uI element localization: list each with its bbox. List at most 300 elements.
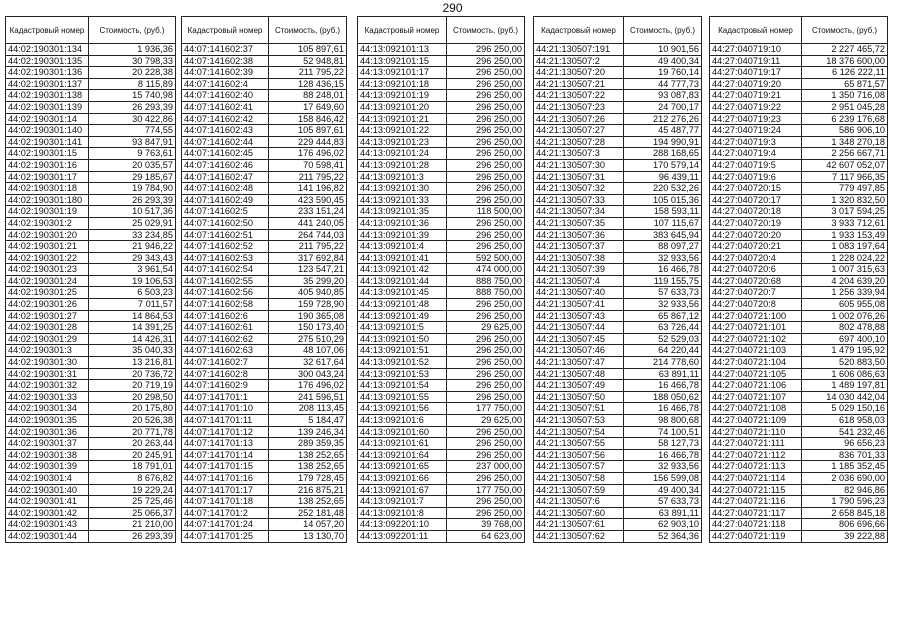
cadastral-number-cell: 44:07:141701:10 xyxy=(182,403,269,415)
table-row xyxy=(710,403,888,415)
cost-cell: 63 891,11 xyxy=(624,368,702,380)
cost-cell: 264 744,03 xyxy=(269,229,347,241)
cadastral-number-cell: 44:21:130507:4 xyxy=(534,275,624,287)
table-row xyxy=(534,148,702,160)
cadastral-number-cell: 44:21:130507:20 xyxy=(534,67,624,79)
cadastral-number-cell: 44:07:141701:15 xyxy=(182,461,269,473)
cadastral-number-cell: 44:13:092101:49 xyxy=(358,310,447,322)
table-row xyxy=(182,519,347,531)
cadastral-number-cell: 44:07:141602:43 xyxy=(182,125,269,137)
table-row xyxy=(182,345,347,357)
cost-cell: 211 795,22 xyxy=(269,171,347,183)
table-row xyxy=(6,217,176,229)
cost-cell: 7 117 966,35 xyxy=(802,171,888,183)
table-row xyxy=(534,403,702,415)
table-row xyxy=(710,519,888,531)
cost-cell: 541 232,46 xyxy=(802,426,888,438)
table-row xyxy=(358,496,525,508)
cost-table-5 xyxy=(709,16,888,543)
cost-cell: 158 846,42 xyxy=(269,113,347,125)
table-row xyxy=(182,252,347,264)
table-row xyxy=(182,380,347,392)
cadastral-number-cell: 44:13:092101:39 xyxy=(358,229,447,241)
cadastral-number-cell: 44:21:130507:28 xyxy=(534,136,624,148)
cost-cell: 26 293,39 xyxy=(89,530,176,542)
table-row xyxy=(710,113,888,125)
cost-cell: 229 444,83 xyxy=(269,136,347,148)
cost-cell: 296 250,00 xyxy=(447,496,525,508)
cadastral-number-cell: 44:21:130507:41 xyxy=(534,299,624,311)
table-row xyxy=(358,159,525,171)
cost-cell: 296 250,00 xyxy=(447,217,525,229)
cadastral-number-cell: 44:02:190301:140 xyxy=(6,125,89,137)
cost-cell: 194 990,91 xyxy=(624,136,702,148)
cost-cell: 296 250,00 xyxy=(447,55,525,67)
cost-cell: 296 250,00 xyxy=(447,183,525,195)
table-row xyxy=(710,287,888,299)
cadastral-number-cell: 44:21:130507:40 xyxy=(534,287,624,299)
table-row xyxy=(358,148,525,160)
cost-cell: 296 250,00 xyxy=(447,101,525,113)
cost-cell: 2 658 845,18 xyxy=(802,507,888,519)
cost-cell: 296 250,00 xyxy=(447,368,525,380)
cost-cell: 836 701,33 xyxy=(802,449,888,461)
cadastral-number-cell: 44:21:130507:58 xyxy=(534,472,624,484)
table-row xyxy=(710,148,888,160)
cadastral-number-cell: 44:27:040719:11 xyxy=(710,55,802,67)
cadastral-number-cell: 44:07:141602:49 xyxy=(182,194,269,206)
cost-cell: 296 250,00 xyxy=(447,148,525,160)
cadastral-number-cell: 44:13:092101:6 xyxy=(358,415,447,427)
cost-cell: 296 250,00 xyxy=(447,380,525,392)
cost-cell: 20 228,38 xyxy=(89,67,176,79)
cadastral-number-cell: 44:07:141602:62 xyxy=(182,333,269,345)
table-row xyxy=(6,287,176,299)
cadastral-number-cell: 44:07:141602:37 xyxy=(182,44,269,56)
table-row xyxy=(358,345,525,357)
table-row xyxy=(358,44,525,56)
cost-cell: 29 185,67 xyxy=(89,171,176,183)
table-row xyxy=(710,507,888,519)
cadastral-number-cell: 44:07:141701:2 xyxy=(182,507,269,519)
cost-cell: 7 011,57 xyxy=(89,299,176,311)
cadastral-number-cell: 44:27:040719:22 xyxy=(710,101,802,113)
table-row xyxy=(534,90,702,102)
cadastral-number-cell: 44:02:190301:14 xyxy=(6,113,89,125)
cadastral-number-cell: 44:27:040721:114 xyxy=(710,472,802,484)
cadastral-number-cell: 44:21:130507:3 xyxy=(534,148,624,160)
cadastral-number-cell: 44:13:092101:54 xyxy=(358,380,447,392)
cost-cell: 188 050,62 xyxy=(624,391,702,403)
cadastral-number-cell: 44:21:130507:38 xyxy=(534,252,624,264)
cost-cell: 25 029,91 xyxy=(89,217,176,229)
cost-cell: 697 400,10 xyxy=(802,333,888,345)
table-row xyxy=(6,183,176,195)
cost-table-4 xyxy=(533,16,702,543)
cost-cell: 5 184,47 xyxy=(269,415,347,427)
table-row xyxy=(534,159,702,171)
cost-cell: 806 696,66 xyxy=(802,519,888,531)
cost-cell: 1 002 076,26 xyxy=(802,310,888,322)
table-row xyxy=(6,101,176,113)
cost-cell: 14 426,31 xyxy=(89,333,176,345)
table-row xyxy=(358,194,525,206)
cost-cell: 296 250,00 xyxy=(447,310,525,322)
header-cadastral-number: Кадастровый номер xyxy=(182,17,269,44)
cost-cell: 26 293,39 xyxy=(89,101,176,113)
table-row xyxy=(710,496,888,508)
table-header-row xyxy=(534,17,702,44)
table-row xyxy=(6,78,176,90)
table-row xyxy=(710,183,888,195)
cost-cell: 20 298,50 xyxy=(89,391,176,403)
cadastral-number-cell: 44:07:141701:17 xyxy=(182,484,269,496)
cadastral-number-cell: 44:13:092101:41 xyxy=(358,252,447,264)
cadastral-number-cell: 44:13:092101:5 xyxy=(358,322,447,334)
cadastral-number-cell: 44:02:190301:36 xyxy=(6,426,89,438)
table-row xyxy=(182,333,347,345)
table-row xyxy=(710,206,888,218)
cost-cell: 32 617,64 xyxy=(269,357,347,369)
table-row xyxy=(710,78,888,90)
table-row xyxy=(182,496,347,508)
table-row xyxy=(534,241,702,253)
cost-cell: 107 115,67 xyxy=(624,217,702,229)
table-row xyxy=(6,380,176,392)
table-row xyxy=(6,426,176,438)
table-row xyxy=(358,67,525,79)
table-row xyxy=(182,507,347,519)
table-row xyxy=(358,507,525,519)
header-cadastral-number: Кадастровый номер xyxy=(358,17,447,44)
table-row xyxy=(182,403,347,415)
table-row xyxy=(358,125,525,137)
cost-cell: 1 936,36 xyxy=(89,44,176,56)
cadastral-number-cell: 44:21:130507:47 xyxy=(534,357,624,369)
table-row xyxy=(710,357,888,369)
table-row xyxy=(710,136,888,148)
cadastral-number-cell: 44:02:190301:39 xyxy=(6,461,89,473)
cost-cell: 39 768,00 xyxy=(447,519,525,531)
header-cadastral-number: Кадастровый номер xyxy=(710,17,802,44)
cost-cell: 296 250,00 xyxy=(447,67,525,79)
cost-cell: 296 250,00 xyxy=(447,90,525,102)
cost-cell: 179 728,45 xyxy=(269,472,347,484)
table-row xyxy=(6,206,176,218)
cost-cell: 296 250,00 xyxy=(447,357,525,369)
cost-cell: 57 633,73 xyxy=(624,496,702,508)
cadastral-number-cell: 44:21:130507:39 xyxy=(534,264,624,276)
cadastral-number-cell: 44:21:130507:48 xyxy=(534,368,624,380)
table-row xyxy=(534,183,702,195)
cost-cell: 5 029 150,16 xyxy=(802,403,888,415)
cost-cell: 288 168,65 xyxy=(624,148,702,160)
table-row xyxy=(710,125,888,137)
cost-cell: 520 883,50 xyxy=(802,357,888,369)
cost-cell: 159 728,90 xyxy=(269,299,347,311)
cost-cell: 20 245,91 xyxy=(89,449,176,461)
cost-cell: 618 958,03 xyxy=(802,415,888,427)
cost-cell: 423 590,45 xyxy=(269,194,347,206)
cost-cell: 4 204 639,20 xyxy=(802,275,888,287)
cadastral-number-cell: 44:21:130507:35 xyxy=(534,217,624,229)
table-row xyxy=(358,438,525,450)
cost-cell: 383 645,94 xyxy=(624,229,702,241)
cost-cell: 74 100,51 xyxy=(624,426,702,438)
cost-cell: 6 239 176,68 xyxy=(802,113,888,125)
table-row xyxy=(710,472,888,484)
cadastral-number-cell: 44:02:190301:137 xyxy=(6,78,89,90)
cadastral-number-cell: 44:21:130507:2 xyxy=(534,55,624,67)
cadastral-number-cell: 44:07:141602:56 xyxy=(182,287,269,299)
cadastral-number-cell: 44:13:092101:7 xyxy=(358,496,447,508)
cadastral-number-cell: 44:13:092101:13 xyxy=(358,44,447,56)
cost-cell: 64 623,00 xyxy=(447,530,525,542)
cost-cell: 20 736,72 xyxy=(89,368,176,380)
cadastral-number-cell: 44:02:190301:40 xyxy=(6,484,89,496)
cadastral-number-cell: 44:21:130507:53 xyxy=(534,415,624,427)
cadastral-number-cell: 44:02:190301:26 xyxy=(6,299,89,311)
table-row xyxy=(6,55,176,67)
cost-cell: 25 725,46 xyxy=(89,496,176,508)
cost-cell: 119 155,75 xyxy=(624,275,702,287)
cadastral-number-cell: 44:21:130507:37 xyxy=(534,241,624,253)
cost-cell: 888 750,00 xyxy=(447,275,525,287)
cadastral-number-cell: 44:27:040721:101 xyxy=(710,322,802,334)
cadastral-number-cell: 44:27:040721:112 xyxy=(710,449,802,461)
cost-cell: 774,55 xyxy=(89,125,176,137)
cost-cell: 296 250,00 xyxy=(447,449,525,461)
cost-cell: 96 656,23 xyxy=(802,438,888,450)
cost-cell: 88 097,27 xyxy=(624,241,702,253)
cadastral-number-cell: 44:13:092101:4 xyxy=(358,241,447,253)
cadastral-number-cell: 44:02:190301:135 xyxy=(6,55,89,67)
cost-cell: 30 798,33 xyxy=(89,55,176,67)
table-row xyxy=(6,484,176,496)
cadastral-number-cell: 44:02:190301:24 xyxy=(6,275,89,287)
table-row xyxy=(710,461,888,473)
table-row xyxy=(534,194,702,206)
cost-cell: 2 951 045,28 xyxy=(802,101,888,113)
cadastral-number-cell: 44:02:190301:27 xyxy=(6,310,89,322)
cadastral-number-cell: 44:07:141602:6 xyxy=(182,310,269,322)
table-row xyxy=(710,217,888,229)
table-row xyxy=(6,415,176,427)
table-row xyxy=(358,241,525,253)
cost-cell: 296 250,00 xyxy=(447,345,525,357)
table-row xyxy=(534,217,702,229)
cost-cell: 1 348 270,18 xyxy=(802,136,888,148)
cost-cell: 20 719,19 xyxy=(89,380,176,392)
table-row xyxy=(358,368,525,380)
cadastral-number-cell: 44:07:141602:50 xyxy=(182,217,269,229)
table-row xyxy=(534,101,702,113)
cadastral-number-cell: 44:07:141602:54 xyxy=(182,264,269,276)
table-row xyxy=(6,125,176,137)
table-row xyxy=(182,426,347,438)
table-row xyxy=(6,171,176,183)
table-row xyxy=(710,484,888,496)
cadastral-number-cell: 44:13:092101:61 xyxy=(358,438,447,450)
cadastral-number-cell: 44:21:130507:56 xyxy=(534,449,624,461)
table-row xyxy=(710,345,888,357)
cost-cell: 1 256 339,94 xyxy=(802,287,888,299)
table-row xyxy=(6,252,176,264)
cadastral-number-cell: 44:13:092101:18 xyxy=(358,78,447,90)
cadastral-number-cell: 44:21:130507:30 xyxy=(534,159,624,171)
cost-cell: 62 903,10 xyxy=(624,519,702,531)
cadastral-number-cell: 44:27:040720:8 xyxy=(710,299,802,311)
cadastral-number-cell: 44:27:040721:119 xyxy=(710,530,802,542)
cost-cell: 20 175,80 xyxy=(89,403,176,415)
table-row xyxy=(6,496,176,508)
cost-cell: 211 795,22 xyxy=(269,241,347,253)
table-row xyxy=(6,148,176,160)
cost-cell: 39 222,88 xyxy=(802,530,888,542)
cost-cell: 190 365,08 xyxy=(269,310,347,322)
cadastral-number-cell: 44:21:130507:59 xyxy=(534,484,624,496)
cadastral-number-cell: 44:21:130507:50 xyxy=(534,391,624,403)
table-row xyxy=(182,67,347,79)
cost-cell: 141 196,82 xyxy=(269,183,347,195)
table-row xyxy=(710,171,888,183)
cost-cell: 18 376 600,00 xyxy=(802,55,888,67)
cost-cell: 296 250,00 xyxy=(447,113,525,125)
cadastral-number-cell: 44:13:092101:24 xyxy=(358,148,447,160)
cost-cell: 138 252,65 xyxy=(269,449,347,461)
table-row xyxy=(6,299,176,311)
cadastral-number-cell: 44:07:141602:7 xyxy=(182,357,269,369)
cadastral-number-cell: 44:07:141602:48 xyxy=(182,183,269,195)
cadastral-number-cell: 44:13:092201:11 xyxy=(358,530,447,542)
table-row xyxy=(6,519,176,531)
cost-cell: 65 871,57 xyxy=(802,78,888,90)
table-row xyxy=(534,310,702,322)
cost-cell: 16 466,78 xyxy=(624,449,702,461)
table-row xyxy=(358,357,525,369)
table-row xyxy=(182,113,347,125)
cadastral-number-cell: 44:13:092101:35 xyxy=(358,206,447,218)
table-row xyxy=(182,368,347,380)
cadastral-number-cell: 44:21:130507:26 xyxy=(534,113,624,125)
table-row xyxy=(358,333,525,345)
header-cost: Стоимость, (руб.) xyxy=(802,17,888,44)
cadastral-number-cell: 44:07:141602:55 xyxy=(182,275,269,287)
table-row xyxy=(534,357,702,369)
cost-cell: 21 946,22 xyxy=(89,241,176,253)
table-row xyxy=(534,55,702,67)
cost-cell: 233 151,24 xyxy=(269,206,347,218)
cadastral-number-cell: 44:02:190301:37 xyxy=(6,438,89,450)
cadastral-number-cell: 44:02:190301:23 xyxy=(6,264,89,276)
table-row xyxy=(710,67,888,79)
cost-cell: 88 248,01 xyxy=(269,90,347,102)
cost-cell: 105 015,36 xyxy=(624,194,702,206)
cost-cell: 289 359,35 xyxy=(269,438,347,450)
cadastral-number-cell: 44:27:040719:4 xyxy=(710,148,802,160)
cost-cell: 176 496,02 xyxy=(269,148,347,160)
cadastral-number-cell: 44:13:092101:30 xyxy=(358,183,447,195)
table-row xyxy=(6,507,176,519)
table-row xyxy=(182,78,347,90)
cost-cell: 118 500,00 xyxy=(447,206,525,218)
cost-cell: 296 250,00 xyxy=(447,299,525,311)
table-row xyxy=(358,299,525,311)
cadastral-number-cell: 44:21:130507:6 xyxy=(534,496,624,508)
table-row xyxy=(534,496,702,508)
cadastral-number-cell: 44:02:190301:17 xyxy=(6,171,89,183)
cadastral-number-cell: 44:27:040721:116 xyxy=(710,496,802,508)
cadastral-number-cell: 44:27:040721:102 xyxy=(710,333,802,345)
table-row xyxy=(6,264,176,276)
cadastral-number-cell: 44:02:190301:42 xyxy=(6,507,89,519)
cadastral-number-cell: 44:07:141602:45 xyxy=(182,148,269,160)
table-row xyxy=(182,90,347,102)
cost-cell: 105 897,61 xyxy=(269,125,347,137)
cadastral-number-cell: 44:13:092101:50 xyxy=(358,333,447,345)
cost-cell: 252 181,48 xyxy=(269,507,347,519)
cadastral-number-cell: 44:02:190301:31 xyxy=(6,368,89,380)
cost-cell: 6 126 222,11 xyxy=(802,67,888,79)
cost-cell: 1 606 086,63 xyxy=(802,368,888,380)
table-row xyxy=(6,438,176,450)
table-row xyxy=(710,380,888,392)
cost-cell: 32 933,56 xyxy=(624,299,702,311)
table-row xyxy=(358,217,525,229)
table-row xyxy=(358,449,525,461)
table-row xyxy=(6,472,176,484)
cadastral-number-cell: 44:07:141701:12 xyxy=(182,426,269,438)
cost-cell: 29 343,43 xyxy=(89,252,176,264)
cost-cell: 35 299,20 xyxy=(269,275,347,287)
table-row xyxy=(710,264,888,276)
cost-cell: 52 529,03 xyxy=(624,333,702,345)
cadastral-number-cell: 44:21:130507:33 xyxy=(534,194,624,206)
table-row xyxy=(6,449,176,461)
cost-cell: 24 700,17 xyxy=(624,101,702,113)
cost-cell: 176 496,02 xyxy=(269,380,347,392)
cost-cell: 1 320 832,50 xyxy=(802,194,888,206)
cost-cell: 52 364,36 xyxy=(624,530,702,542)
table-row xyxy=(182,264,347,276)
table-row xyxy=(358,484,525,496)
table-row xyxy=(358,252,525,264)
cadastral-number-cell: 44:21:130507:34 xyxy=(534,206,624,218)
cadastral-number-cell: 44:21:130507:23 xyxy=(534,101,624,113)
table-row xyxy=(534,67,702,79)
cost-cell: 296 250,00 xyxy=(447,44,525,56)
cadastral-number-cell: 44:07:141602:61 xyxy=(182,322,269,334)
cost-cell: 3 933 712,61 xyxy=(802,217,888,229)
cost-cell: 3 017 594,25 xyxy=(802,206,888,218)
cadastral-number-cell: 44:02:190301:180 xyxy=(6,194,89,206)
cadastral-number-cell: 44:13:092101:21 xyxy=(358,113,447,125)
cadastral-number-cell: 44:07:141602:41 xyxy=(182,101,269,113)
cadastral-number-cell: 44:13:092101:15 xyxy=(358,55,447,67)
cost-cell: 49 400,34 xyxy=(624,484,702,496)
cadastral-number-cell: 44:07:141701:1 xyxy=(182,391,269,403)
cost-cell: 296 250,00 xyxy=(447,159,525,171)
table-row xyxy=(534,461,702,473)
cost-cell: 296 250,00 xyxy=(447,438,525,450)
cadastral-number-cell: 44:13:092101:52 xyxy=(358,357,447,369)
table-row xyxy=(534,449,702,461)
table-row xyxy=(182,472,347,484)
table-row xyxy=(534,472,702,484)
cost-cell: 1 350 716,08 xyxy=(802,90,888,102)
table-row xyxy=(6,113,176,125)
cadastral-number-cell: 44:07:141602:46 xyxy=(182,159,269,171)
